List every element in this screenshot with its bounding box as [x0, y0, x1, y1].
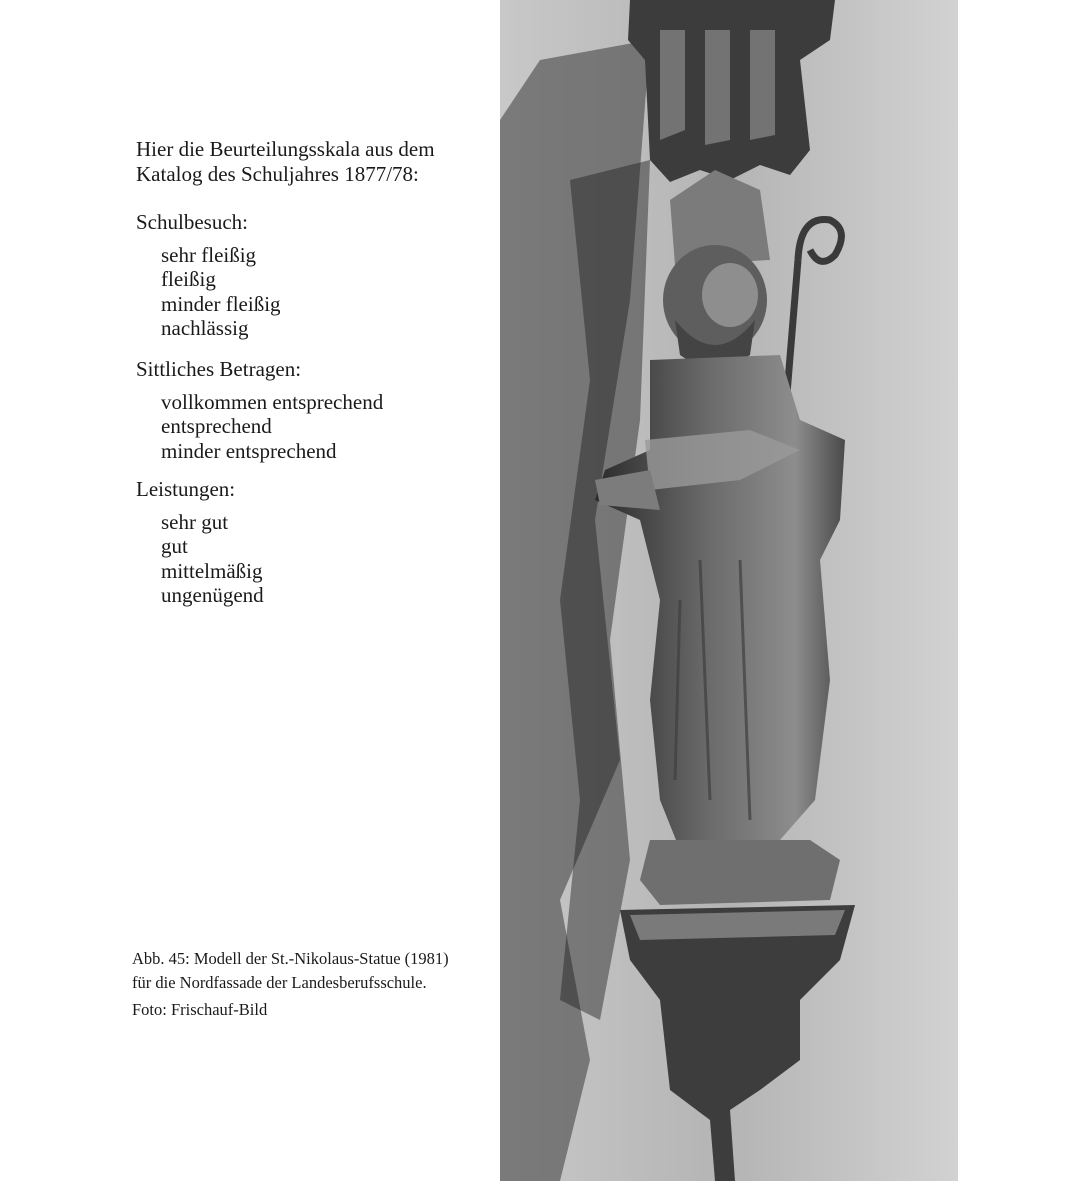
list-item: vollkommen entsprechend — [161, 390, 384, 414]
list-item: ungenügend — [161, 582, 264, 607]
statue-illustration — [500, 0, 958, 1181]
list-item: minder entsprechend — [161, 438, 337, 463]
section-heading: Schulbesuch: — [136, 210, 248, 234]
list-item: sehr fleißig — [161, 243, 257, 267]
caption-line-1: Abb. 45: Modell der St.-Nikolaus-Statue (1981) — [132, 949, 449, 968]
figure-caption — [132, 947, 492, 1022]
intro-text — [136, 137, 496, 187]
list-item: fleißig — [161, 267, 216, 292]
text-column — [0, 0, 500, 1181]
list-item: gut — [161, 534, 188, 559]
scale-list — [161, 390, 496, 463]
section-heading: Leistungen: — [136, 477, 236, 501]
section-sittliches-betragen — [136, 357, 496, 463]
scale-list — [161, 243, 496, 340]
list-item: entsprechend — [161, 414, 272, 439]
list-item: nachlässig — [161, 315, 249, 340]
scale-list — [161, 510, 496, 607]
caption-line-2: für die Nordfassade der Landesberufsschule. — [132, 973, 427, 992]
section-leistungen — [136, 477, 496, 607]
section-heading: Sittliches Betragen: — [136, 357, 302, 381]
section-schulbesuch — [136, 210, 496, 340]
intro-line-2: Katalog des Schuljahres 1877/78: — [136, 162, 419, 186]
list-item: sehr gut — [161, 510, 229, 534]
list-item: mittelmäßig — [161, 558, 263, 583]
intro-line-1: Hier die Beurteilungsskala aus dem — [136, 137, 435, 161]
list-item: minder fleißig — [161, 291, 281, 316]
photo-credit: Foto: Frischauf-Bild — [132, 1000, 268, 1019]
statue-photo — [500, 0, 958, 1181]
